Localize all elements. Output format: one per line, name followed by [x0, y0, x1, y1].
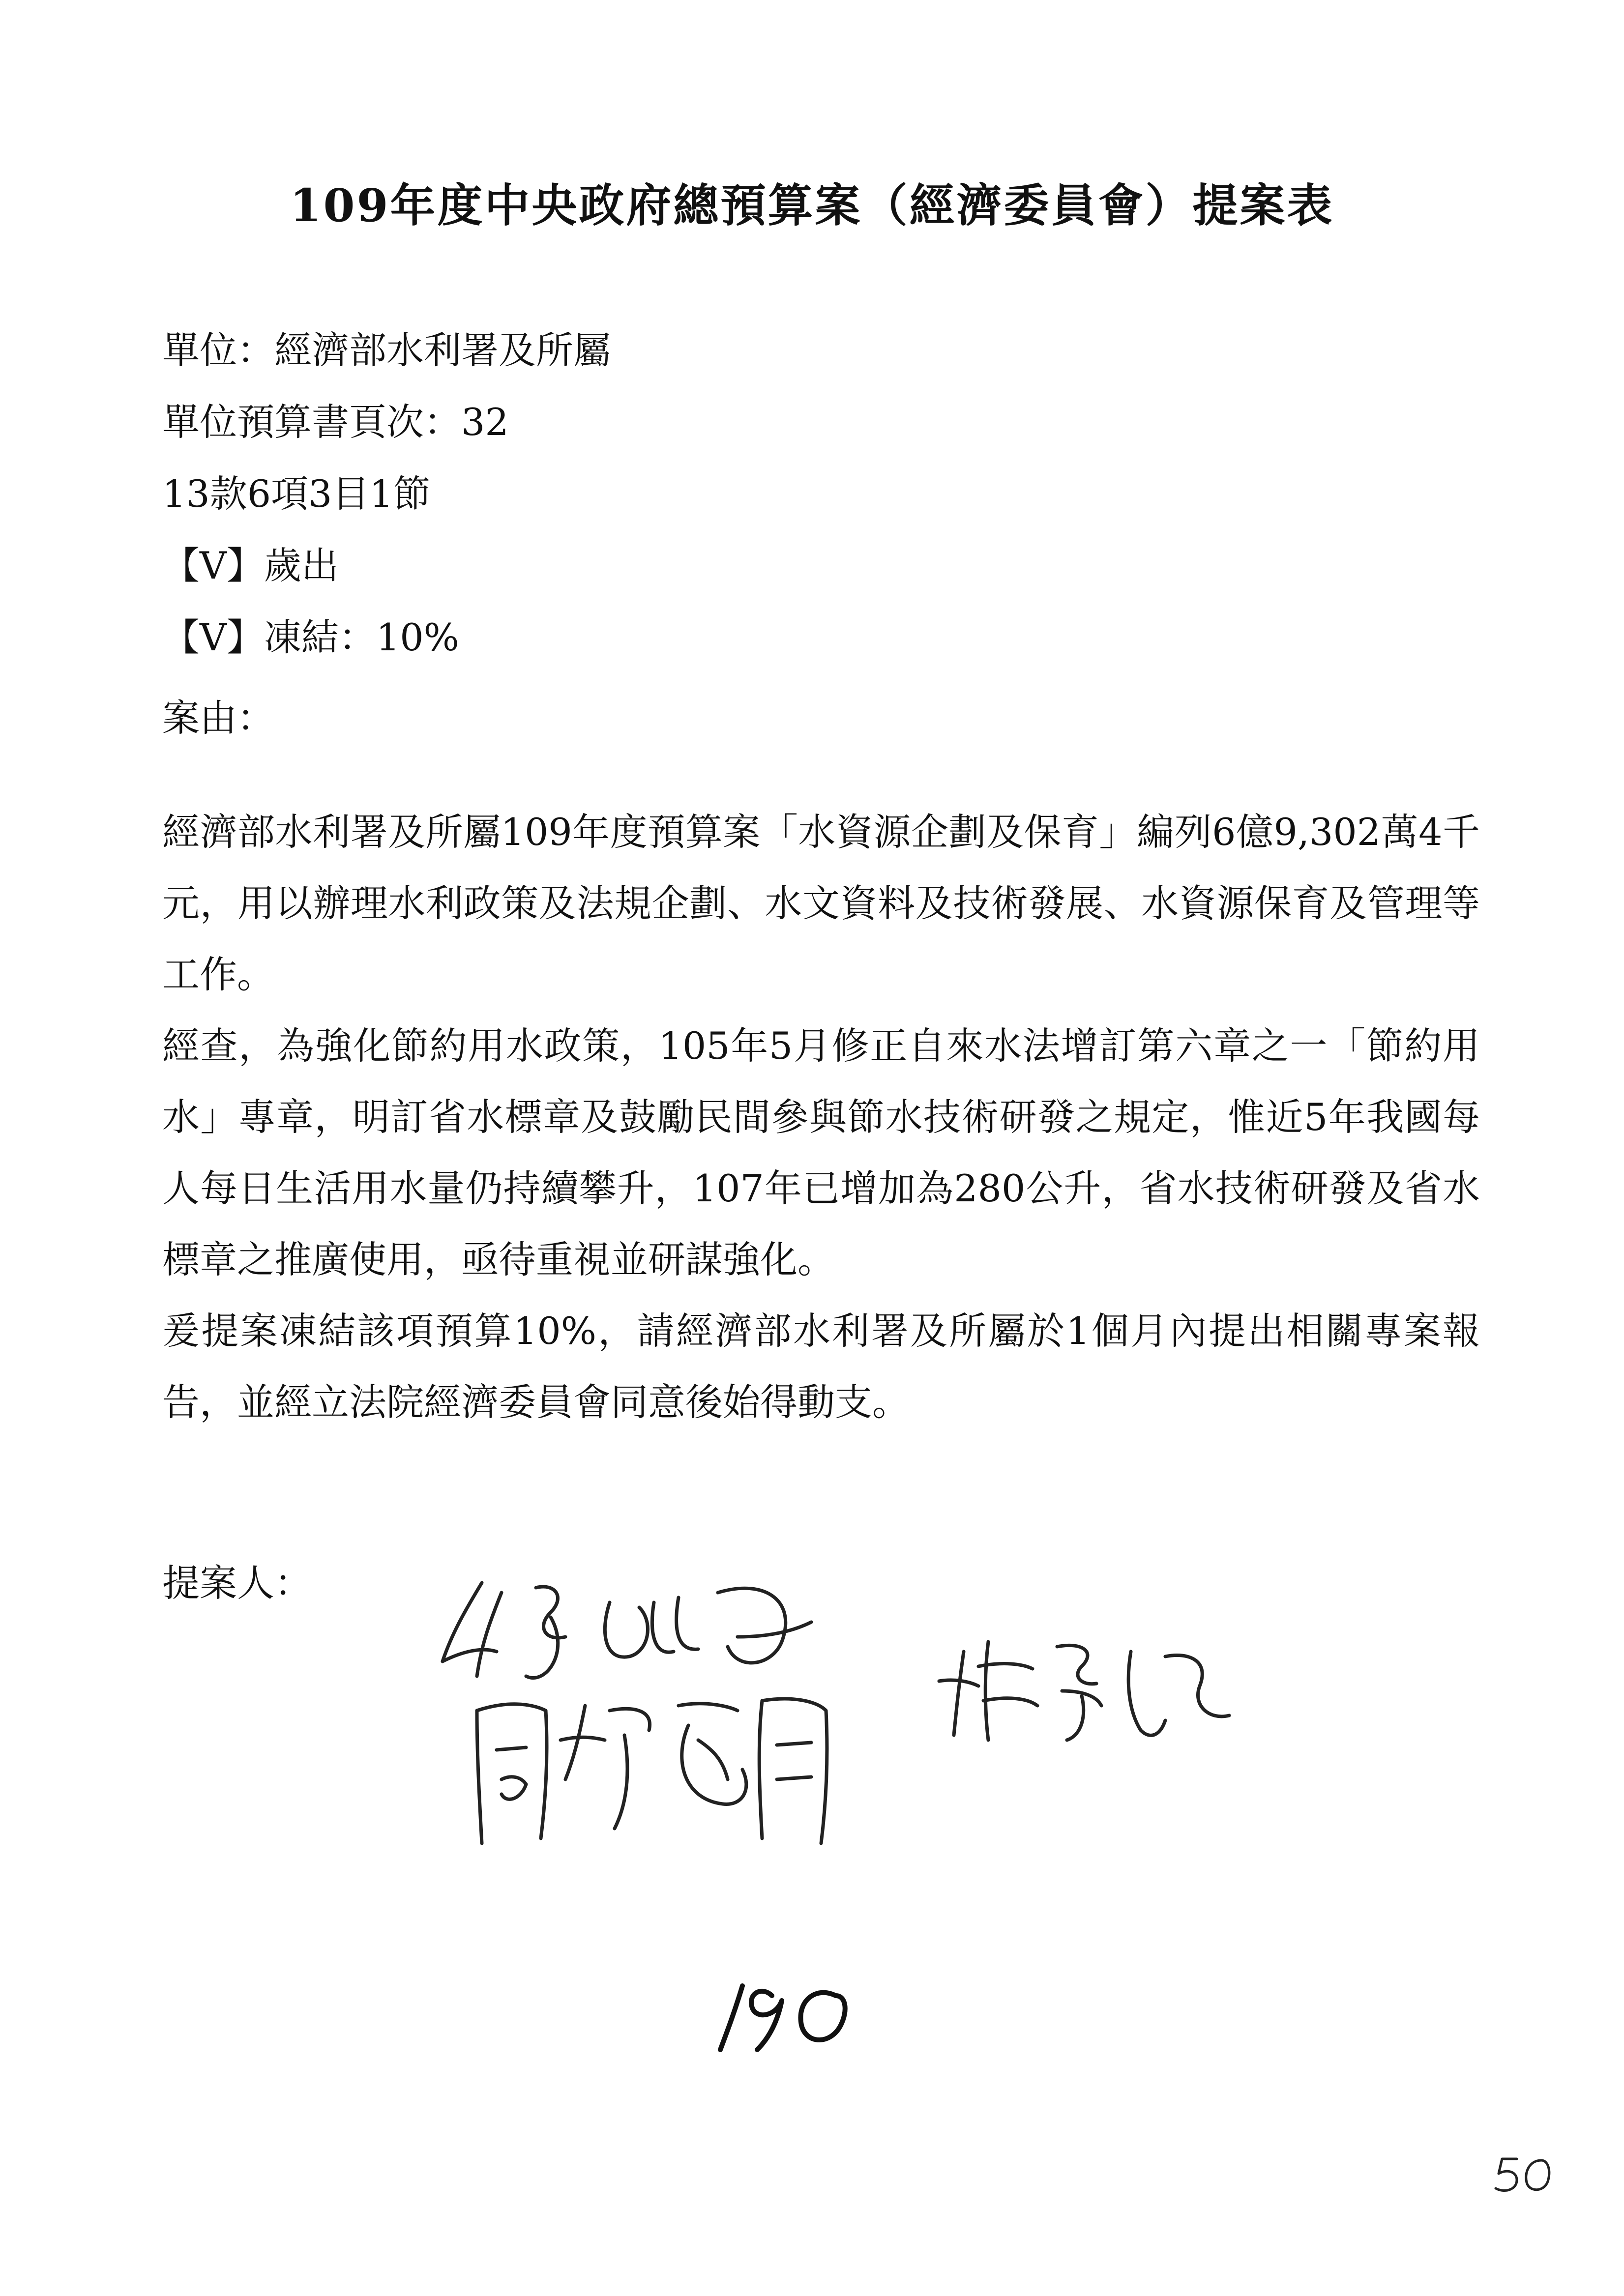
unit-line: 單位：經濟部水利署及所屬	[162, 328, 611, 372]
signature-2-drawing	[467, 1681, 860, 1863]
corner-page-number-drawing	[1490, 2153, 1559, 2197]
signature-2	[467, 1681, 860, 1863]
document-title: 109年度中央政府總預算案（經濟委員會）提案表	[290, 179, 1334, 232]
freeze-line: 【V】凍結：10%	[162, 615, 459, 659]
handwritten-page-number-drawing	[708, 1976, 885, 2055]
signature-3	[934, 1622, 1239, 1750]
signature-3-drawing	[934, 1622, 1239, 1750]
budget-page-line: 單位預算書頁次：32	[162, 400, 509, 444]
meta-block	[162, 315, 1490, 673]
handwritten-page-number	[708, 1976, 885, 2057]
reason-label: 案由：	[162, 696, 274, 740]
proposer-label: 提案人：	[162, 1561, 312, 1605]
expenditure-line: 【V】歲出	[162, 544, 339, 587]
reason-body	[162, 796, 1480, 1438]
paragraph-budget: 經濟部水利署及所屬109年度預算案「水資源企劃及保育」編列6億9,302萬4千元，用以辦理水利政策及法規企劃、水文資料及技術發展、水資源保育及管理等工作。	[162, 810, 1480, 996]
paragraph-proposal: 爰提案凍結該項預算10%，請經濟部水利署及所屬於1個月內提出相關專案報告，並經立法院經濟委員會同意後始得動支。	[162, 1309, 1480, 1424]
item-code-line: 13款6項3目1節	[162, 472, 431, 516]
paragraph-findings: 經查，為強化節約用水政策，105年5月修正自來水法增訂第六章之一「節約用水」專章，明訂省水標章及鼓勵民間參與節水技術研發之規定，惟近5年我國每人每日生活用水量仍持續攀升，107年已增加為280公升，省水技術研發及省水標章之推廣使用，亟待重視並研謀強化。	[162, 1024, 1480, 1281]
corner-page-number	[1490, 2153, 1559, 2199]
